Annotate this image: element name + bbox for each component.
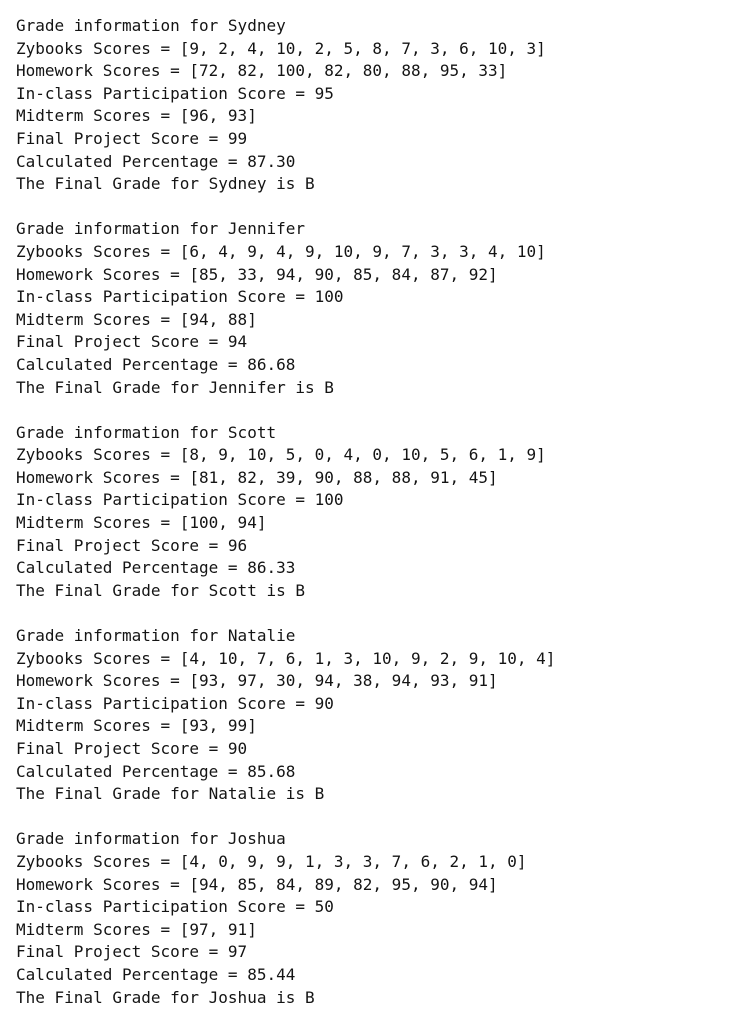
student-header: Grade information for Jennifer [16, 219, 305, 239]
student-block-scott [16, 422, 716, 603]
final-grade-line: The Final Grade for Sydney is B [16, 174, 315, 194]
participation-score-line: In-class Participation Score = 50 [16, 897, 334, 917]
participation-score-line: In-class Participation Score = 95 [16, 83, 334, 103]
student-block-natalie [16, 625, 716, 806]
final-grade-line: The Final Grade for Natalie is B [16, 784, 325, 804]
zybooks-scores-line: Zybooks Scores = [4, 0, 9, 9, 1, 3, 3, 7, 6, 2, 1, 0] [16, 851, 527, 871]
final-project-score-line: Final Project Score = 99 [16, 128, 248, 148]
calculated-percentage-line: Calculated Percentage = 85.68 [16, 761, 296, 781]
grade-report-output [16, 15, 716, 1009]
final-grade-line: The Final Grade for Joshua is B [16, 987, 315, 1007]
student-block-joshua [16, 828, 716, 1009]
zybooks-scores-line: Zybooks Scores = [9, 2, 4, 10, 2, 5, 8, 7, 3, 6, 10, 3] [16, 38, 546, 58]
student-block-jennifer [16, 218, 716, 399]
homework-scores-line: Homework Scores = [81, 82, 39, 90, 88, 88, 91, 45] [16, 467, 498, 487]
student-block-sydney [16, 15, 716, 196]
midterm-scores-line: Midterm Scores = [94, 88] [16, 309, 257, 329]
midterm-scores-line: Midterm Scores = [96, 93] [16, 106, 257, 126]
participation-score-line: In-class Participation Score = 100 [16, 490, 344, 510]
calculated-percentage-line: Calculated Percentage = 87.30 [16, 151, 296, 171]
calculated-percentage-line: Calculated Percentage = 86.68 [16, 354, 296, 374]
final-project-score-line: Final Project Score = 94 [16, 332, 248, 352]
homework-scores-line: Homework Scores = [85, 33, 94, 90, 85, 84, 87, 92] [16, 264, 498, 284]
calculated-percentage-line: Calculated Percentage = 86.33 [16, 558, 296, 578]
student-header: Grade information for Joshua [16, 829, 286, 849]
midterm-scores-line: Midterm Scores = [97, 91] [16, 919, 257, 939]
zybooks-scores-line: Zybooks Scores = [4, 10, 7, 6, 1, 3, 10, 9, 2, 9, 10, 4] [16, 648, 556, 668]
zybooks-scores-line: Zybooks Scores = [8, 9, 10, 5, 0, 4, 0, 10, 5, 6, 1, 9] [16, 445, 546, 465]
student-header: Grade information for Natalie [16, 626, 296, 646]
calculated-percentage-line: Calculated Percentage = 85.44 [16, 964, 296, 984]
final-project-score-line: Final Project Score = 90 [16, 739, 248, 758]
final-grade-line: The Final Grade for Scott is B [16, 580, 305, 600]
student-header: Grade information for Scott [16, 422, 277, 442]
participation-score-line: In-class Participation Score = 90 [16, 693, 334, 713]
final-project-score-line: Final Project Score = 97 [16, 942, 248, 962]
zybooks-scores-line: Zybooks Scores = [6, 4, 9, 4, 9, 10, 9, 7, 3, 3, 4, 10] [16, 241, 546, 261]
midterm-scores-line: Midterm Scores = [100, 94] [16, 513, 267, 533]
participation-score-line: In-class Participation Score = 100 [16, 287, 344, 307]
homework-scores-line: Homework Scores = [93, 97, 30, 94, 38, 94, 93, 91] [16, 671, 498, 691]
midterm-scores-line: Midterm Scores = [93, 99] [16, 716, 257, 736]
final-grade-line: The Final Grade for Jennifer is B [16, 377, 334, 397]
student-header: Grade information for Sydney [16, 16, 286, 35]
final-project-score-line: Final Project Score = 96 [16, 535, 248, 555]
homework-scores-line: Homework Scores = [94, 85, 84, 89, 82, 95, 90, 94] [16, 874, 498, 894]
homework-scores-line: Homework Scores = [72, 82, 100, 82, 80, 88, 95, 33] [16, 61, 508, 81]
